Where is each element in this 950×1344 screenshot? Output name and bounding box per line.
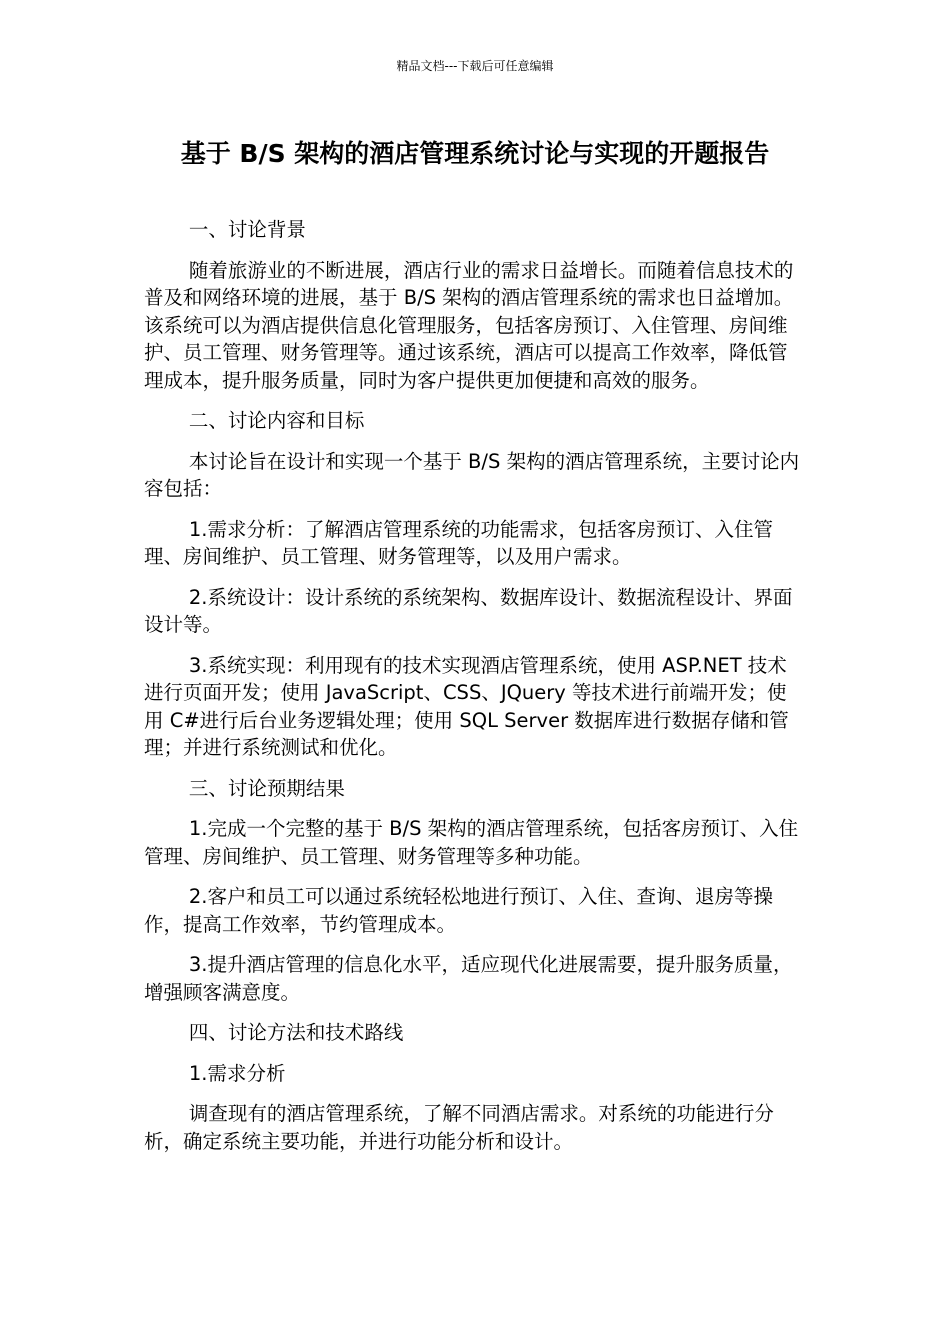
paragraph-result-3: 3.提升酒店管理的信息化水平，适应现代化进展需要，提升服务质量，增强顾客满意度。: [144, 953, 793, 1004]
paragraph-system-implementation: 3.系统实现：利用现有的技术实现酒店管理系统，使用 ASP.NET 技术进行页面开发；使用 JavaScript、CSS、JQuery 等技术进行前端开发；使用 C#进行后台业务逻辑处理；使用 SQL Server 数据库进行数据存储和管理；并进行系统测试和优化。: [144, 653, 789, 759]
section-heading-content-goals: 二、讨论内容和目标: [188, 409, 365, 432]
paragraph-background: 随着旅游业的不断进展，酒店行业的需求日益增长。而随着信息技术的普及和网络环境的进展，基于 B/S 架构的酒店管理系统的需求也日益增加。该系统可以为酒店提供信息化管理服务，包括客房预订、入住管理、房间维护、员工管理、财务管理等。通过该系统，酒店可以提高工作效率，降低管理成本，提升服务质量，同时为客户提供更加便捷和高效的服务。: [144, 258, 794, 392]
paragraph-result-1: 1.完成一个完整的基于 B/S 架构的酒店管理系统，包括客房预订、入住管理、房间维护、员工管理、财务管理等多种功能。: [144, 817, 799, 868]
subsection-heading-requirement-analysis: 1.需求分析: [188, 1061, 286, 1085]
paragraph-content-intro: 本讨论旨在设计和实现一个基于 B/S 架构的酒店管理系统，主要讨论内容包括：: [144, 449, 800, 500]
paragraph-method-requirement: 调查现有的酒店管理系统，了解不同酒店需求。对系统的功能进行分析，确定系统主要功能，并进行功能分析和设计。: [144, 1102, 774, 1153]
section-heading-expected-results: 三、讨论预期结果: [188, 776, 345, 800]
section-heading-background: 一、讨论背景: [188, 218, 306, 241]
document-title: 基于 B/S 架构的酒店管理系统讨论与实现的开题报告: [180, 139, 770, 168]
document-body: [144, 216, 804, 1168]
paragraph-requirement-analysis: 1.需求分析：了解酒店管理系统的功能需求，包括客房预订、入住管理、房间维护、员工管理、财务管理等，以及用户需求。: [144, 517, 773, 568]
document-header: 精品文档---下载后可任意编辑: [396, 59, 554, 73]
paragraph-result-2: 2.客户和员工可以通过系统轻松地进行预订、入住、查询、退房等操作，提高工作效率，节约管理成本。: [144, 885, 773, 936]
paragraph-system-design: 2.系统设计：设计系统的系统架构、数据库设计、数据流程设计、界面设计等。: [144, 585, 793, 636]
section-heading-methods: 四、讨论方法和技术路线: [188, 1021, 404, 1044]
